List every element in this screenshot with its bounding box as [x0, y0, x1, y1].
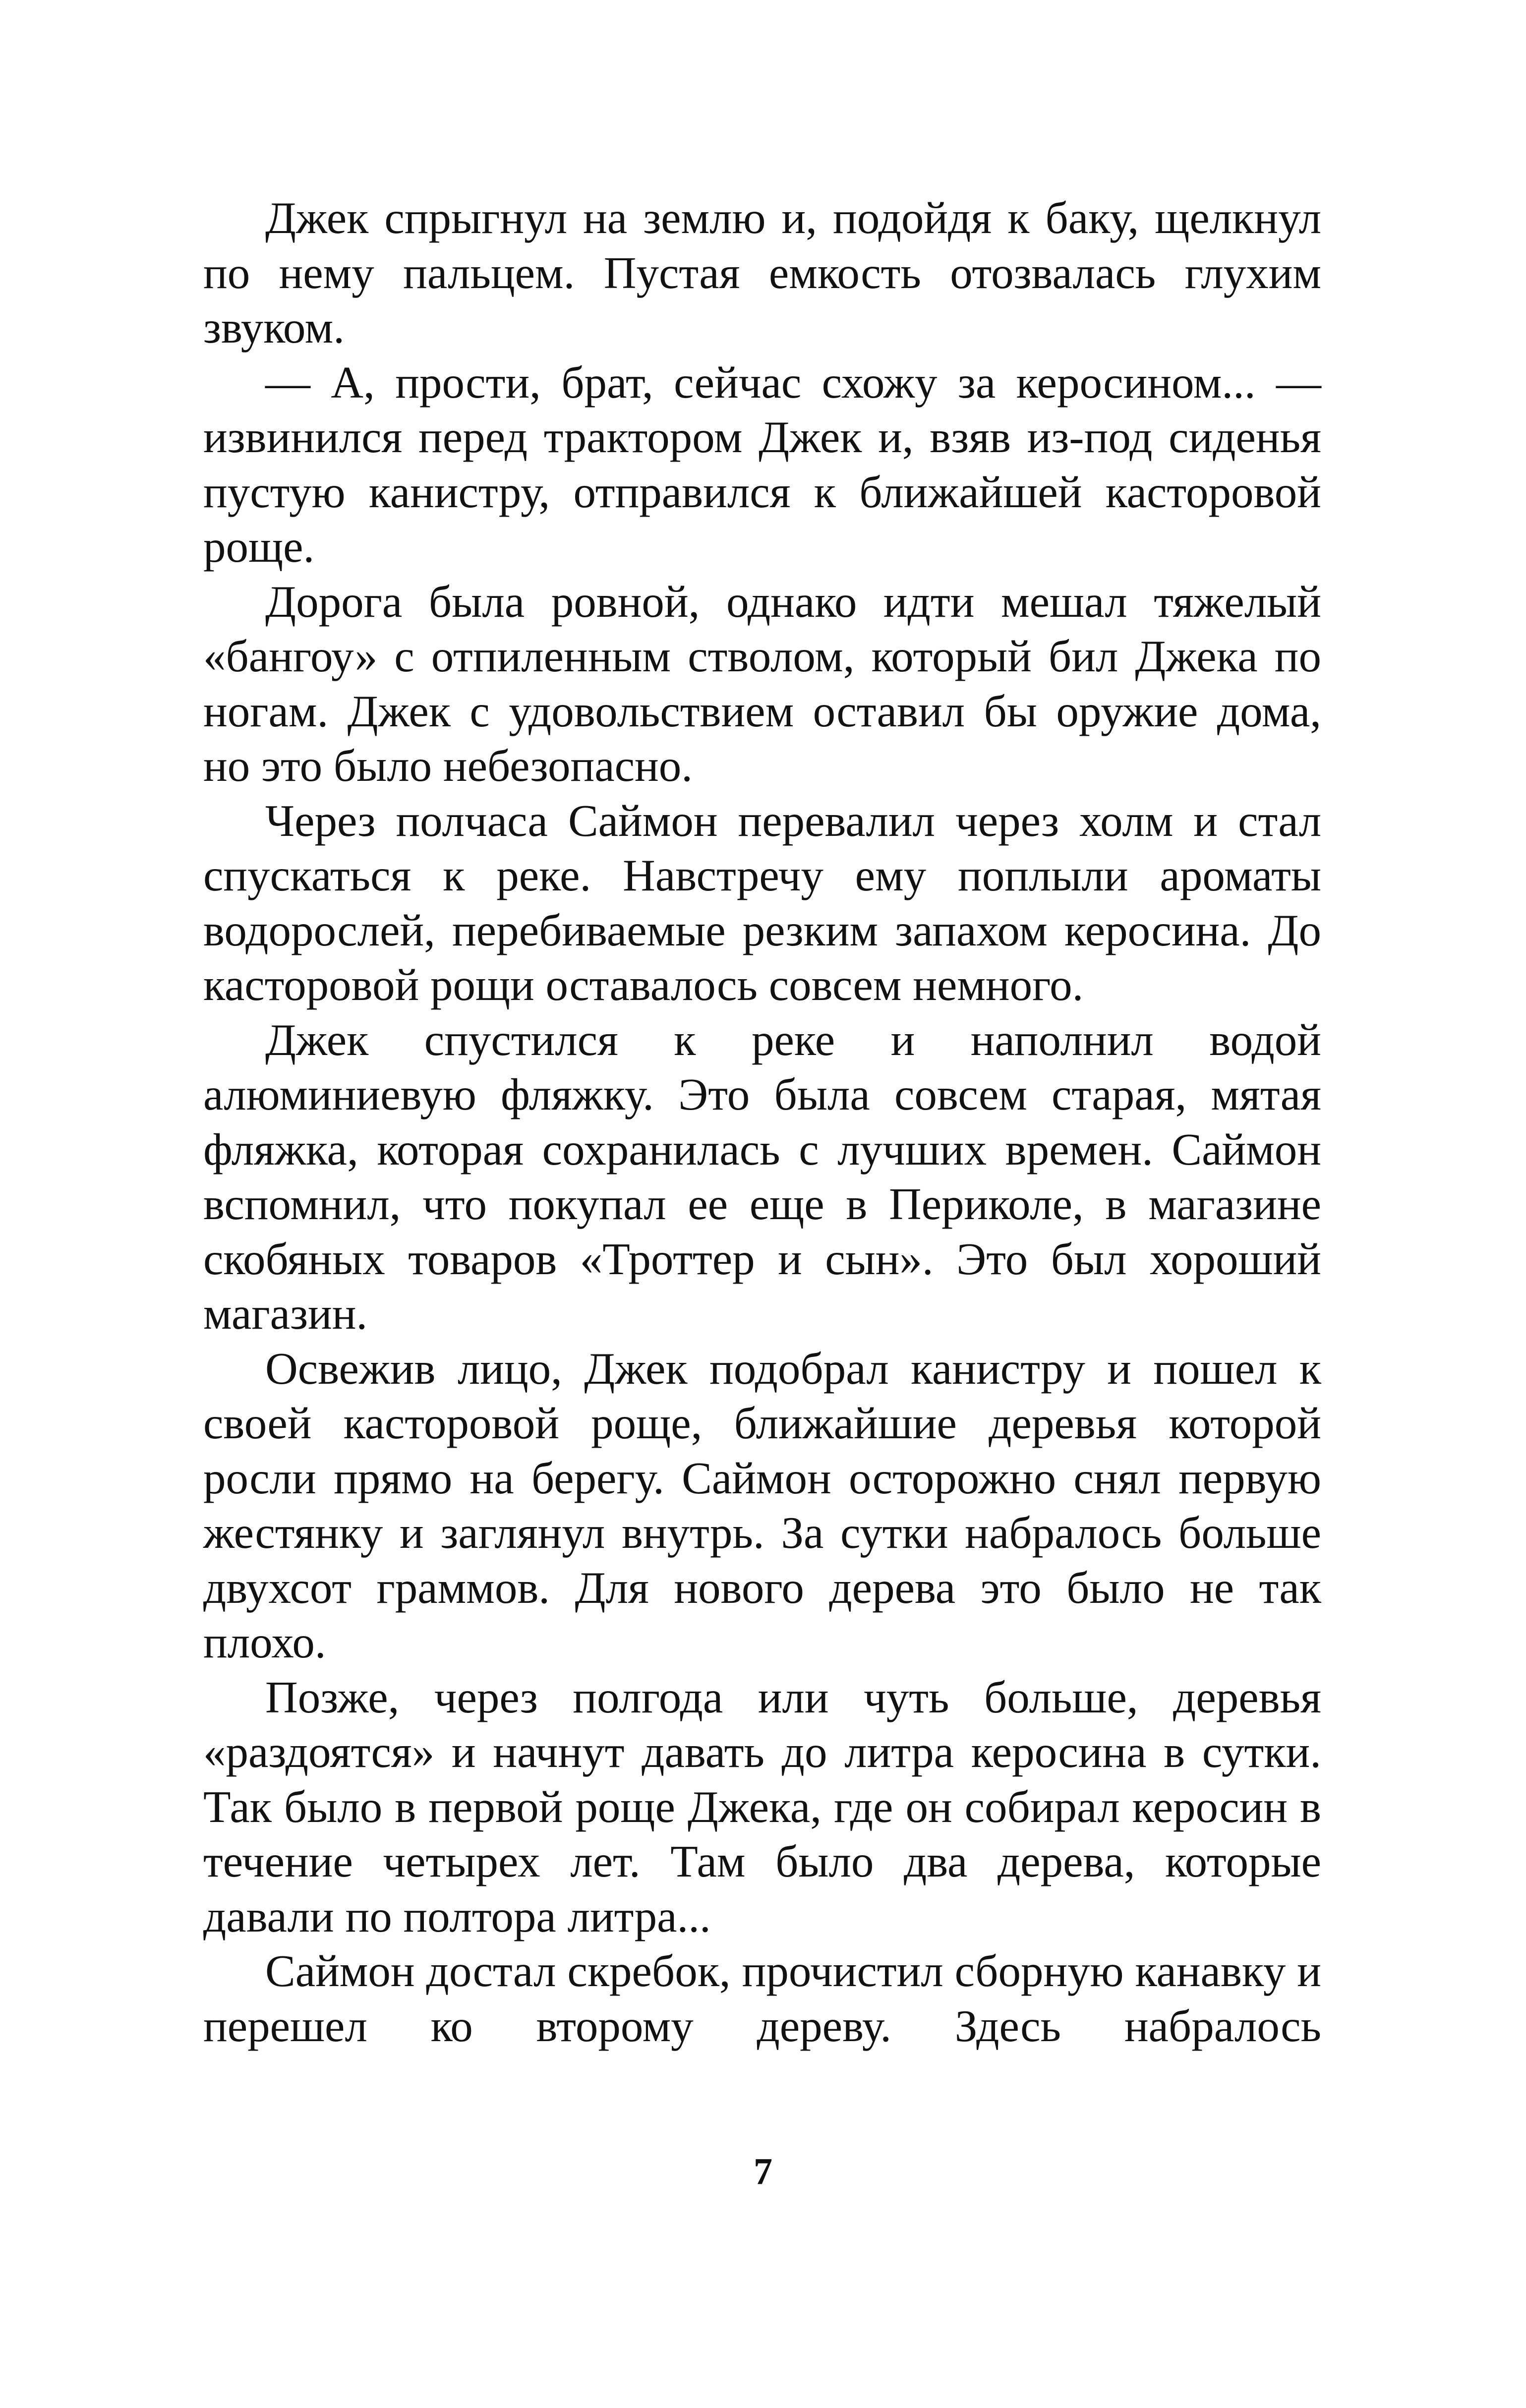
paragraph-1: Джек спрыгнул на землю и, подойдя к баку, щелкнул по нему пальцем. Пустая емкость отозвалась глухим звуком.: [203, 193, 1321, 352]
paragraph-8: Саймон достал скребок, прочистил сборную канавку и перешел ко второму дереву. Здесь набралось: [203, 1946, 1321, 2051]
paragraph-4: Через полчаса Саймон перевалил через холм и стал спускаться к реке. Навстречу ему поплыли ароматы водорослей, перебиваемые резким запахом керосина. До касторовой рощи оставалось совсем немного.: [203, 795, 1321, 1010]
paragraph-2: — А, прости, брат, сейчас схожу за керосином... — извинился перед трактором Джек и, взяв из-под сиденья пустую канистру, отправился к ближайшей касторовой роще.: [203, 357, 1321, 572]
paragraph-3: Дорога была ровной, однако идти мешал тяжелый «бангоу» с отпиленным стволом, который бил Джека по ногам. Джек с удовольствием оставил бы оружие дома, но это было небезопасно.: [203, 576, 1321, 791]
paragraph-6: Освежив лицо, Джек подобрал канистру и пошел к своей касторовой роще, ближайшие деревья которой росли прямо на берегу. Саймон осторожно снял первую жестянку и заглянул внутрь. За сутки набралось больше двухсот граммов. Для нового дерева это было не так плохо.: [203, 1343, 1321, 1667]
paragraph-5: Джек спустился к реке и наполнил водой алюминиевую фляжку. Это была совсем старая, мятая фляжка, которая сохранилась с лучших времен. Саймон вспомнил, что покупал ее еще в Периколе, в магазине скобяных товаров «Троттер и сын». Это был хороший магазин.: [203, 1014, 1321, 1339]
paragraph-7: Позже, через полгода или чуть больше, деревья «раздоятся» и начнут давать до литра керосина в сутки. Так было в первой роще Джека, где он собирал керосин в течение четырех лет. Там было два дерева, которые давали по полтора литра...: [203, 1672, 1321, 1941]
page-number: 7: [754, 2151, 772, 2192]
body-text: [203, 191, 1321, 2054]
